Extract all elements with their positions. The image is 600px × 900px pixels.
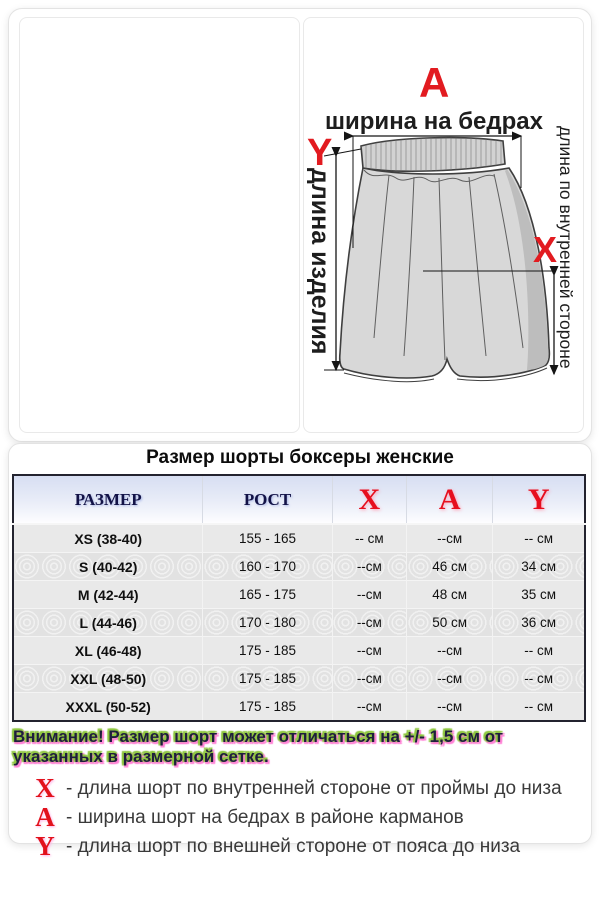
cell-size: XL (46-48) [13, 637, 203, 665]
page-title: Размер шорты боксеры женские [146, 447, 454, 468]
cell-height: 175 - 185 [203, 693, 332, 722]
cell-height: 175 - 185 [203, 665, 332, 693]
cell-a: --см [407, 524, 493, 553]
measure-letter-y: Y [307, 132, 333, 174]
cell-size: XXXL (50-52) [13, 693, 203, 722]
table-row [13, 693, 585, 722]
legend-text-x: - длина шорт по внутренней стороне от проймы до низа [66, 777, 562, 799]
cell-a: --см [407, 637, 493, 665]
cell-x: -- см [332, 524, 406, 553]
cell-x: --см [332, 553, 406, 581]
caption-inner-length: длина по внутренней стороне [556, 126, 576, 369]
cell-size: M (42-44) [13, 581, 203, 609]
cell-a: --см [407, 693, 493, 722]
caption-product-length: длина изделия [306, 168, 334, 355]
cell-x: --см [332, 693, 406, 722]
measurement-diagram-panel [303, 17, 584, 433]
cell-size: S (40-42) [13, 553, 203, 581]
cell-y: 34 см [493, 553, 585, 581]
size-table-card [8, 443, 592, 861]
legend-item-y [29, 832, 591, 861]
legend-item-x [29, 774, 591, 803]
cell-x: --см [332, 581, 406, 609]
table-header-row [13, 475, 585, 524]
cell-size: XS (38-40) [13, 524, 203, 553]
col-header-height: РОСТ [203, 475, 332, 524]
col-header-y: Y [493, 475, 585, 524]
cell-height: 170 - 180 [203, 609, 332, 637]
legend-letter-x: X [35, 773, 55, 803]
cell-x: --см [332, 609, 406, 637]
legend-text-y: - длина шорт по внешней стороне от пояса до низа [66, 835, 521, 857]
cell-y: 36 см [493, 609, 585, 637]
col-header-x: X [332, 475, 406, 524]
table-row [13, 553, 585, 581]
col-header-size: РАЗМЕР [13, 475, 203, 524]
cell-a: 48 см [407, 581, 493, 609]
cell-height: 155 - 165 [203, 524, 332, 553]
legend-letter-y: Y [35, 831, 55, 861]
cell-y: -- см [493, 665, 585, 693]
size-tolerance-warning: Внимание! Размер шорт может отличаться на +/- 1,5 см от указанных в размерной сетке. [13, 727, 504, 766]
cell-a: 46 см [407, 553, 493, 581]
legend-letter-a: A [35, 802, 55, 832]
cell-size: XXL (48-50) [13, 665, 203, 693]
cell-y: -- см [493, 637, 585, 665]
cell-x: --см [332, 637, 406, 665]
cell-a: --см [407, 665, 493, 693]
measurement-legend [29, 774, 591, 861]
measure-letter-a: A [419, 59, 450, 106]
cell-y: 35 см [493, 581, 585, 609]
table-row [13, 609, 585, 637]
cell-height: 175 - 185 [203, 637, 332, 665]
legend-item-a [29, 803, 591, 832]
table-row [13, 581, 585, 609]
caption-hip-width: ширина на бедрах [325, 108, 543, 135]
legend-text-a: - ширина шорт на бедрах в районе карманов [66, 806, 464, 828]
empty-photo-panel [19, 17, 300, 433]
cell-x: --см [332, 665, 406, 693]
cell-height: 165 - 175 [203, 581, 332, 609]
cell-a: 50 см [407, 609, 493, 637]
cell-y: -- см [493, 693, 585, 722]
table-row [13, 637, 585, 665]
size-table [12, 474, 586, 722]
col-header-a: A [407, 475, 493, 524]
diagram-card [8, 8, 592, 442]
cell-y: -- см [493, 524, 585, 553]
cell-height: 160 - 170 [203, 553, 332, 581]
cell-size: L (44-46) [13, 609, 203, 637]
measure-letter-x: X [533, 229, 558, 270]
table-row [13, 524, 585, 553]
table-row [13, 665, 585, 693]
